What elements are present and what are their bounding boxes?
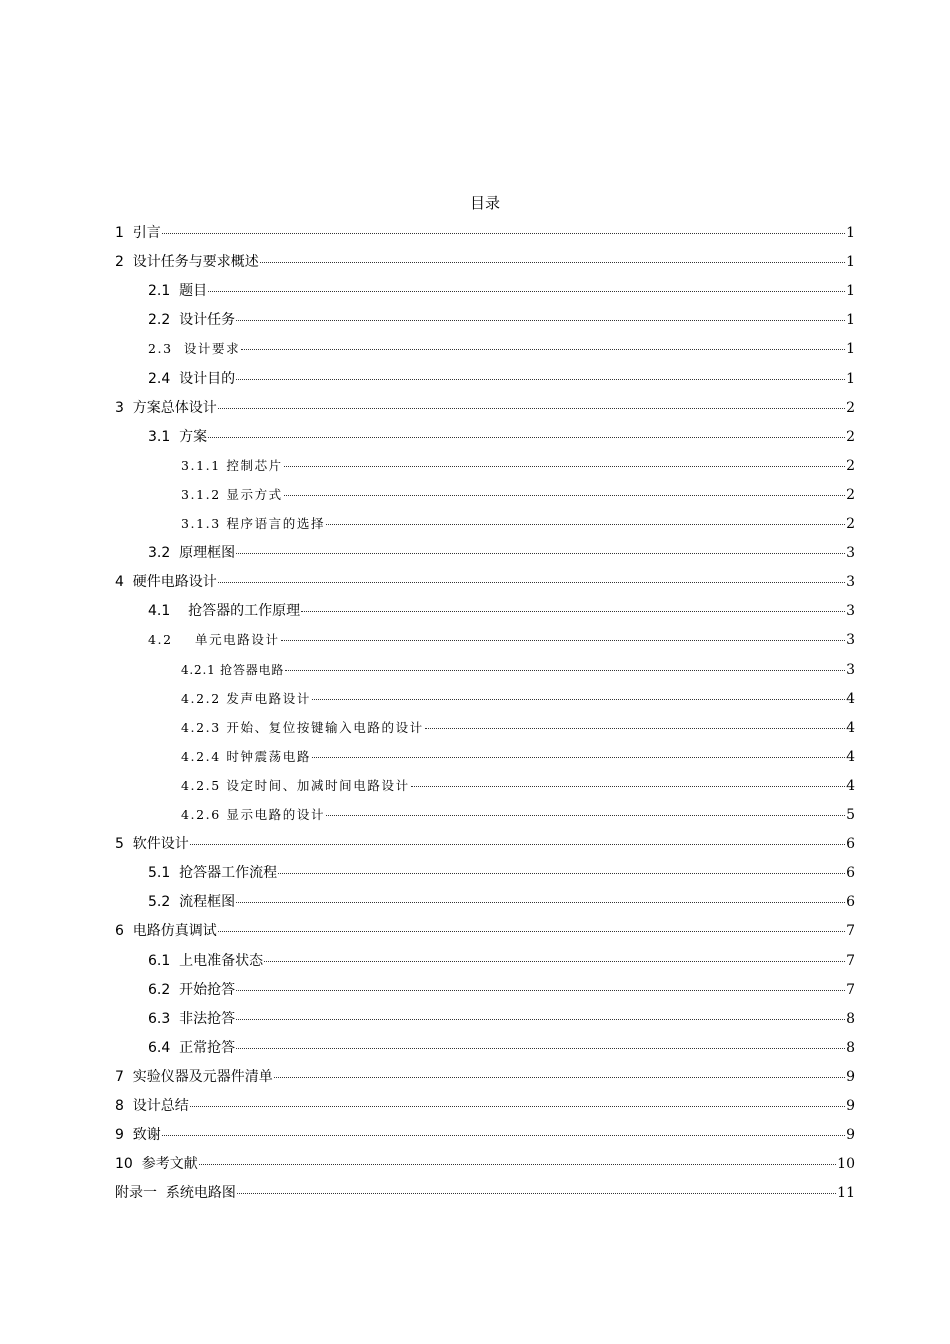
toc-entry[interactable] [148, 889, 855, 915]
dot-leader [236, 888, 845, 903]
toc-entry-label: 4.2.4 时钟震荡电路 [181, 748, 311, 764]
dot-leader [411, 772, 845, 787]
dot-leader [260, 248, 845, 263]
toc-entry-label: 4.2.1 抢答器电路 [181, 662, 285, 677]
dot-leader [236, 1034, 845, 1049]
toc-entry-label: 3 方案总体设计 [115, 399, 217, 416]
toc-entry-label: 3.1.2 显示方式 [181, 486, 283, 502]
toc-entry-page: 1 [846, 341, 855, 358]
toc-entry-label: 6.1 上电准备状态 [148, 952, 264, 969]
dot-leader [162, 1121, 845, 1136]
toc-entry-label: 附录一 系统电路图 [115, 1185, 236, 1202]
toc-entry-page: 2 [846, 457, 855, 474]
dot-leader [284, 452, 845, 467]
toc-entry-label: 1 引言 [115, 225, 161, 241]
toc-entry[interactable] [148, 977, 855, 1003]
toc-entry[interactable] [115, 569, 855, 595]
toc-entry[interactable] [148, 366, 855, 392]
toc-entry-label: 3.1 方案 [148, 428, 208, 445]
toc-entry-label: 5.2 流程框图 [148, 894, 236, 911]
toc-entry[interactable] [115, 249, 855, 275]
toc-entry[interactable] [148, 336, 855, 362]
dot-leader [218, 394, 845, 409]
toc-entry-page: 11 [837, 1185, 855, 1202]
toc-entry-page: 3 [846, 632, 855, 649]
dot-leader [236, 306, 845, 321]
toc-title: 目录 [469, 194, 500, 212]
toc-entry[interactable] [115, 1093, 855, 1119]
dot-leader [218, 568, 845, 583]
toc-entry-page: 7 [846, 952, 855, 969]
dot-leader [237, 1179, 836, 1194]
toc-entry-label: 4 硬件电路设计 [115, 574, 217, 591]
toc-entry-page: 10 [837, 1156, 855, 1173]
toc-entry[interactable] [115, 1064, 855, 1090]
toc-entry[interactable] [181, 511, 855, 537]
toc-entry-label: 6.4 正常抢答 [148, 1039, 236, 1056]
toc-entry-label: 10 参考文献 [115, 1156, 198, 1173]
toc-entry[interactable] [181, 715, 855, 741]
toc-entry-label: 4.2.5 设定时间、加减时间电路设计 [181, 777, 410, 793]
toc-entry[interactable] [181, 453, 855, 479]
dot-leader [241, 335, 845, 350]
dot-leader [190, 1092, 845, 1107]
toc-entry-label: 6.3 非法抢答 [148, 1010, 236, 1027]
toc-entry-page: 3 [846, 545, 855, 562]
toc-entry-page: 1 [846, 283, 855, 300]
toc-entry-page: 9 [846, 1068, 855, 1085]
toc-entry-label: 2.4 设计目的 [148, 370, 236, 387]
toc-entry-page: 1 [846, 370, 855, 387]
toc-entry-page: 2 [846, 428, 855, 445]
toc-entry[interactable] [181, 744, 855, 770]
dot-leader [218, 917, 845, 932]
toc-entry-page: 4 [846, 777, 855, 794]
dot-leader [326, 801, 845, 816]
toc-entry[interactable] [148, 860, 855, 886]
toc-entry[interactable] [148, 424, 855, 450]
toc-entry-page: 6 [846, 894, 855, 911]
toc-entry-label: 7 实验仪器及元器件清单 [115, 1068, 273, 1085]
dot-leader [425, 714, 845, 729]
toc-entry[interactable] [115, 395, 855, 421]
toc-entry-label: 4.2.2 发声电路设计 [181, 690, 311, 706]
toc-entry[interactable] [181, 773, 855, 799]
toc-entry-page: 7 [846, 981, 855, 998]
toc-entry-page: 8 [846, 1010, 855, 1027]
dot-leader [236, 539, 845, 554]
toc-entry-page: 2 [846, 516, 855, 532]
toc-entry-page: 8 [846, 1039, 855, 1056]
dot-leader [312, 743, 845, 758]
toc-entry-label: 2.3 设计要求 [148, 341, 241, 357]
toc-entry-page: 6 [846, 865, 855, 882]
toc-entry-label: 5.1 抢答器工作流程 [148, 865, 278, 882]
toc-entry[interactable] [115, 1180, 855, 1206]
dot-leader [284, 481, 845, 496]
toc-entry-label: 2 设计任务与要求概述 [115, 254, 259, 271]
toc-entry[interactable] [148, 1006, 855, 1032]
toc-entry-page: 9 [846, 1098, 855, 1114]
toc-entry[interactable] [115, 918, 855, 944]
toc-entry-page: 3 [846, 574, 855, 591]
toc-entry-page: 3 [846, 661, 855, 678]
toc-entry-page: 9 [846, 1127, 855, 1144]
toc-entry-label: 4.2 单元电路设计 [148, 632, 280, 648]
toc-entry[interactable] [181, 686, 855, 712]
toc-entry-label: 2.2 设计任务 [148, 312, 236, 329]
toc-entry-page: 4 [846, 748, 855, 765]
dot-leader [236, 976, 845, 991]
toc-entry[interactable] [148, 540, 855, 566]
toc-entry-page: 4 [846, 690, 855, 707]
toc-entry-label: 6.2 开始抢答 [148, 981, 236, 998]
toc-entry[interactable] [148, 1035, 855, 1061]
toc-entry[interactable] [115, 1151, 855, 1177]
toc-entry-page: 2 [846, 399, 855, 416]
dot-leader [326, 510, 845, 525]
toc-entry[interactable] [115, 220, 855, 246]
dot-leader [162, 219, 845, 234]
toc-entry-label: 5 软件设计 [115, 836, 189, 853]
toc-entry-label: 2.1 题目 [148, 283, 208, 300]
dot-leader [208, 277, 845, 292]
toc-entry-page: 1 [846, 225, 855, 241]
toc-entry-label: 3.1.1 控制芯片 [181, 457, 283, 473]
dot-leader [274, 1063, 845, 1078]
toc-entry[interactable] [115, 831, 855, 857]
toc-entry-page: 3 [846, 603, 855, 620]
toc-entry[interactable] [148, 598, 855, 624]
toc-entry[interactable] [181, 802, 855, 828]
toc-entry[interactable] [148, 948, 855, 974]
dot-leader [199, 1150, 836, 1165]
toc-entry-page: 1 [846, 254, 855, 271]
dot-leader [236, 1005, 845, 1020]
toc-entry-label: 6 电路仿真调试 [115, 923, 217, 940]
dot-leader [208, 423, 845, 438]
toc-entry-label: 4.1 抢答器的工作原理 [148, 603, 301, 620]
toc-entry[interactable] [181, 657, 855, 683]
dot-leader [190, 830, 845, 845]
toc-entry-label: 8 设计总结 [115, 1098, 189, 1114]
dot-leader [281, 626, 846, 641]
toc-entry-page: 7 [846, 923, 855, 940]
dot-leader [236, 365, 845, 380]
toc-entry[interactable] [115, 1122, 855, 1148]
toc-entry-label: 3.1.3 程序语言的选择 [181, 516, 326, 531]
toc-entry-page: 1 [846, 312, 855, 329]
toc-entry[interactable] [148, 627, 855, 653]
toc-entry-label: 4.2.3 开始、复位按键输入电路的设计 [181, 719, 424, 735]
toc-entry[interactable] [148, 278, 855, 304]
toc-entry-label: 3.2 原理框图 [148, 545, 236, 562]
toc-entry[interactable] [181, 482, 855, 508]
toc-entry-page: 2 [846, 486, 855, 503]
toc-entry-page: 6 [846, 836, 855, 853]
dot-leader [312, 685, 845, 700]
toc-entry-page: 4 [846, 719, 855, 736]
dot-leader [264, 947, 845, 962]
toc-entry-label: 9 致谢 [115, 1127, 161, 1144]
dot-leader [301, 597, 845, 612]
toc-entry[interactable] [148, 307, 855, 333]
toc-entry-page: 5 [846, 807, 855, 823]
dot-leader [278, 859, 845, 874]
toc-entry-label: 4.2.6 显示电路的设计 [181, 807, 326, 822]
dot-leader [285, 656, 845, 671]
